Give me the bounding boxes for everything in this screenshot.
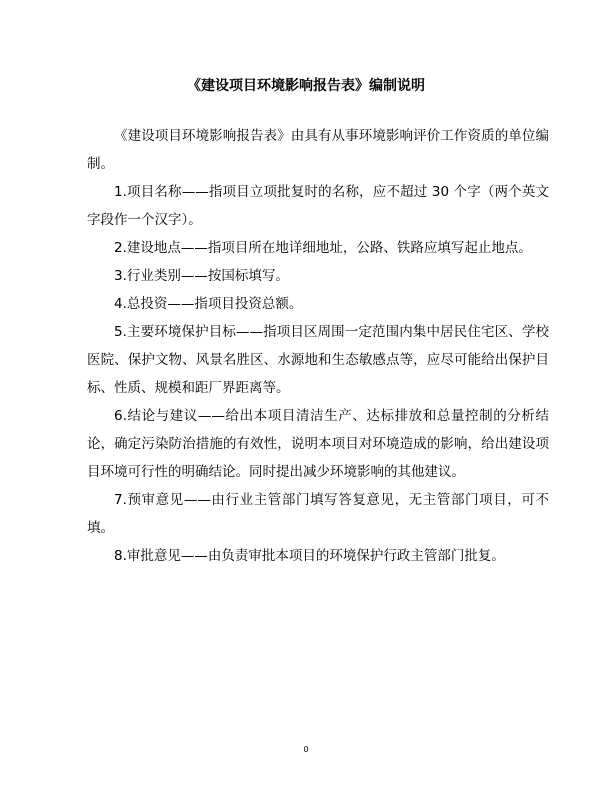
paragraph-investment: 4.总投资——指项目投资总额。 bbox=[114, 296, 303, 312]
paragraph-pre-review: 7.预审意见——由行业主管部门填写答复意见，无主管部门项目，可不填。 bbox=[87, 492, 549, 536]
paragraph-location: 2.建设地点——指项目所在地详细地址，公路、铁路应填写起止地点。 bbox=[114, 240, 532, 256]
document-body bbox=[87, 122, 549, 570]
paragraph-protection-targets: 5.主要环境保护目标——指项目区周围一定范围内集中居民住宅区、学校医院、保护文物、风景名胜区、水源地和生态敏感点等，应尽可能给出保护目标、性质、规模和距厂界距离等。 bbox=[87, 324, 549, 396]
page-number: 0 bbox=[303, 745, 309, 754]
paragraph-approval: 8.审批意见——由负责审批本项目的环境保护行政主管部门批复。 bbox=[114, 548, 505, 564]
paragraph-project-name: 1.项目名称——指项目立项批复时的名称，应不超过 30 个字（两个英文字段作一个汉字）。 bbox=[87, 184, 549, 228]
paragraph-conclusion: 6.结论与建议——给出本项目清洁生产、达标排放和总量控制的分析结论，确定污染防治措施的有效性，说明本项目对环境造成的影响，给出建设项目环境可行性的明确结论。同时提出减少环境影响的其他建议。 bbox=[87, 408, 549, 480]
paragraph-industry: 3.行业类别——按国标填写。 bbox=[114, 268, 289, 284]
document-title: 《建设项目环境影响报告表》编制说明 bbox=[187, 78, 425, 94]
paragraph-intro: 《建设项目环境影响报告表》由具有从事环境影响评价工作资质的单位编制。 bbox=[87, 128, 549, 172]
